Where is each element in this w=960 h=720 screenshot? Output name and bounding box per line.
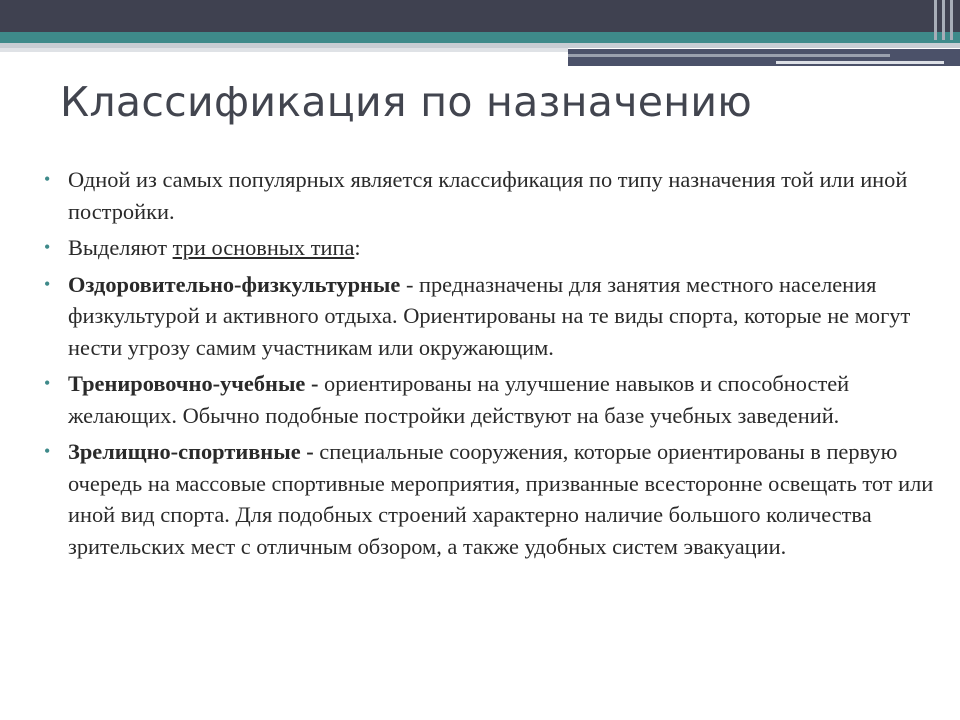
bullet-item [42,436,934,562]
header-accent-line [568,54,890,57]
bullet-description: специальные сооружения, которые ориентированы в первую очередь на массовые спортивные мероприятия, призванные всесторонне освещать тот или иной вид спорта. Для подобных строений характерно наличие большого количества зрительских мест с отличным обзором, а также удобных систем эвакуации. [68,439,934,559]
bullet-dot-icon: • [44,237,51,257]
bullet-dot-icon: • [44,441,51,461]
bullet-description: - предназначены для занятия местного населения физкультурой и активного отдыха. Ориентированы на те виды спорта, которые не могут нести угрозу самим участникам или окружающим. [68,271,911,360]
bullet-item [42,269,934,364]
header-dark-bar [0,0,960,32]
bullet-item [42,164,934,227]
bullet-text-suffix: : [354,235,361,260]
bullet-dot-icon: • [44,273,51,294]
bullet-item [42,368,934,431]
bullet-description: ориентированы на улучшение навыков и способностей желающих. Обычно подобные постройки действуют на базе учебных заведений. [68,371,850,428]
header-light-strip [0,48,568,52]
header-teal-bar [0,32,960,43]
bullet-term: Тренировочно-учебные - [68,371,319,396]
bullet-term: Зрелищно-спортивные - [68,439,314,464]
bullet-text-prefix: Выделяют [68,235,173,260]
corner-stripes-decoration [928,0,960,32]
slide-title: Классификация по назначению [60,78,753,126]
bullet-dot-icon: • [44,169,51,189]
bullet-term: Оздоровительно-физкультурные [68,271,401,297]
bullet-text: Одной из самых популярных является классификация по типу назначения той или иной постройки. [68,167,908,224]
bullet-list [42,164,934,567]
bullet-item [42,232,934,264]
header-accent-line-short [776,61,944,64]
bullet-dot-icon: • [44,373,51,393]
underlined-phrase: три основных типа [172,235,355,260]
